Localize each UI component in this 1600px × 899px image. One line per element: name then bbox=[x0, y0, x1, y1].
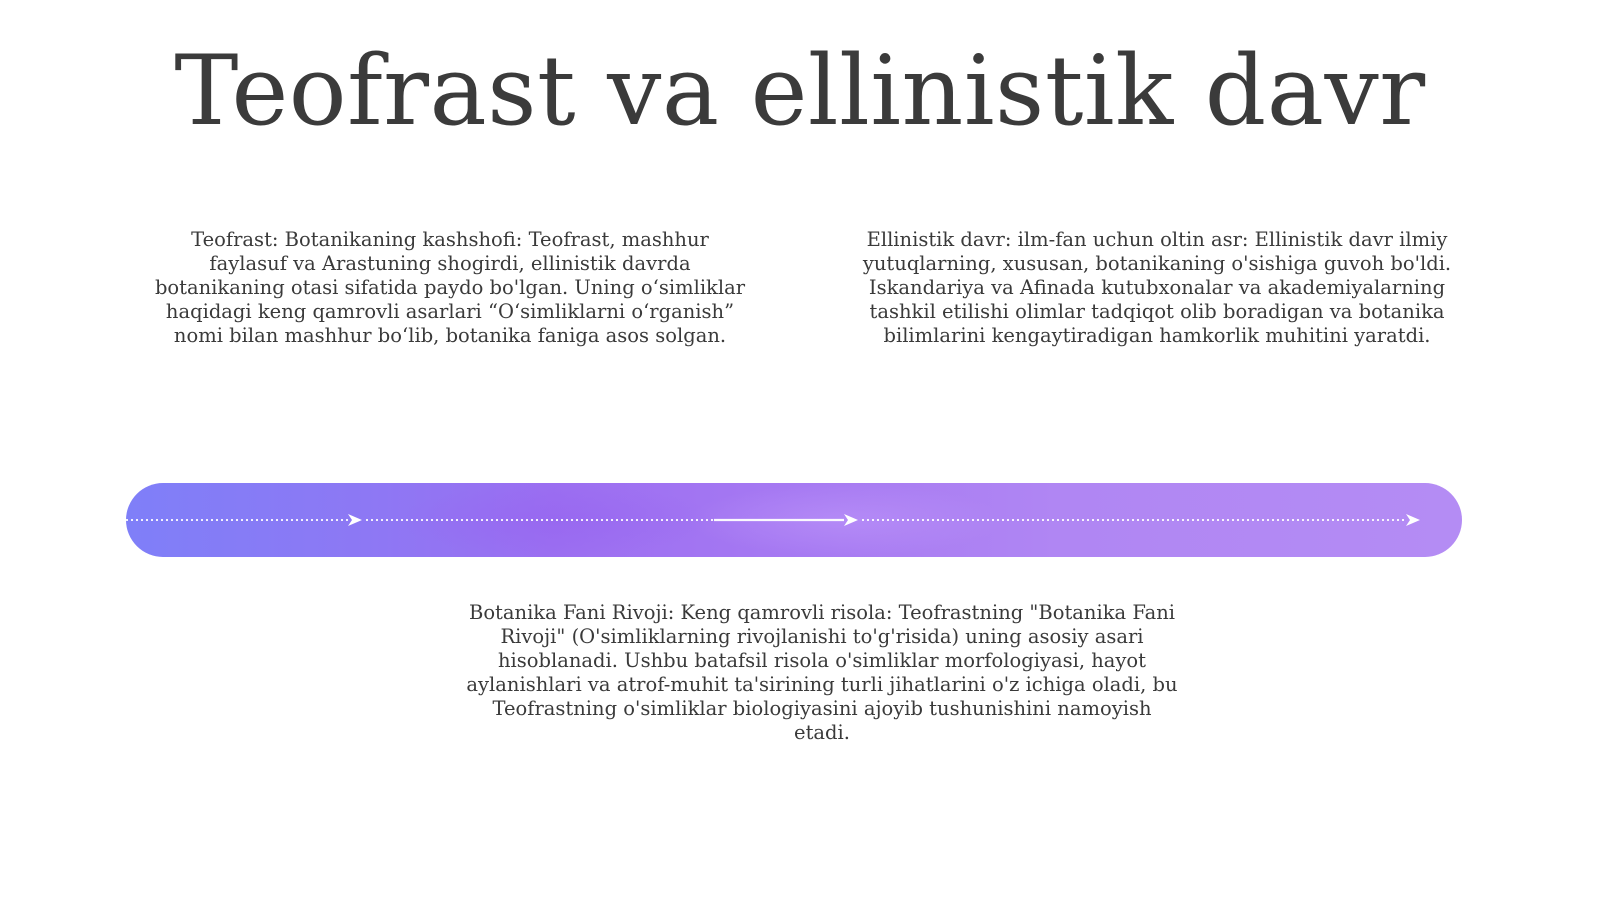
arrow-right-icon bbox=[348, 514, 362, 526]
arrow-right-icon bbox=[1406, 514, 1420, 526]
slide-title: Teofrast va ellinistik davr bbox=[174, 35, 1426, 147]
text-block-ellinistik-davr: Ellinistik davr: ilm-fan uchun oltin asr: Ellinistik davr ilmiy yutuqlarning, xususan, botanikaning o'sishiga guvoh bo'ldi. Iskandariya va Afinada kutubxonalar va akademiyalarning tashkil etilishi olimlar tadqiqot olib boradigan va botanika bilimlarini kengaytiradigan hamkorlik muhitini yaratdi. bbox=[862, 228, 1452, 347]
arrow-right-icon bbox=[844, 514, 858, 526]
text-block-botanika-fani-rivoji: Botanika Fani Rivoji: Keng qamrovli risola: Teofrastning "Botanika Fani Rivoji" (O'simliklarning rivojlanishi to'g'risida) uning asosiy asari hisoblanadi. Ushbu batafsil risola o'simliklar morfologiyasi, hayot aylanishlari va atrof-muhit ta'sirining turli jihatlarini o'z ichiga oladi, bu Teofrastning o'simliklar biologiyasini ajoyib tushunishini namoyish etadi. bbox=[466, 601, 1178, 744]
timeline-arrows bbox=[126, 483, 1462, 557]
timeline-bar bbox=[126, 483, 1462, 557]
text-block-teofrast: Teofrast: Botanikaning kashshofi: Teofrast, mashhur faylasuf va Arastuning shogirdi, ellinistik davrda botanikaning otasi sifatida paydo bo'lgan. Uning o‘simliklar haqidagi keng qamrovli asarlari “O‘simliklarni o‘rganish” nomi bilan mashhur bo‘lib, botanika faniga asos solgan. bbox=[154, 228, 746, 347]
